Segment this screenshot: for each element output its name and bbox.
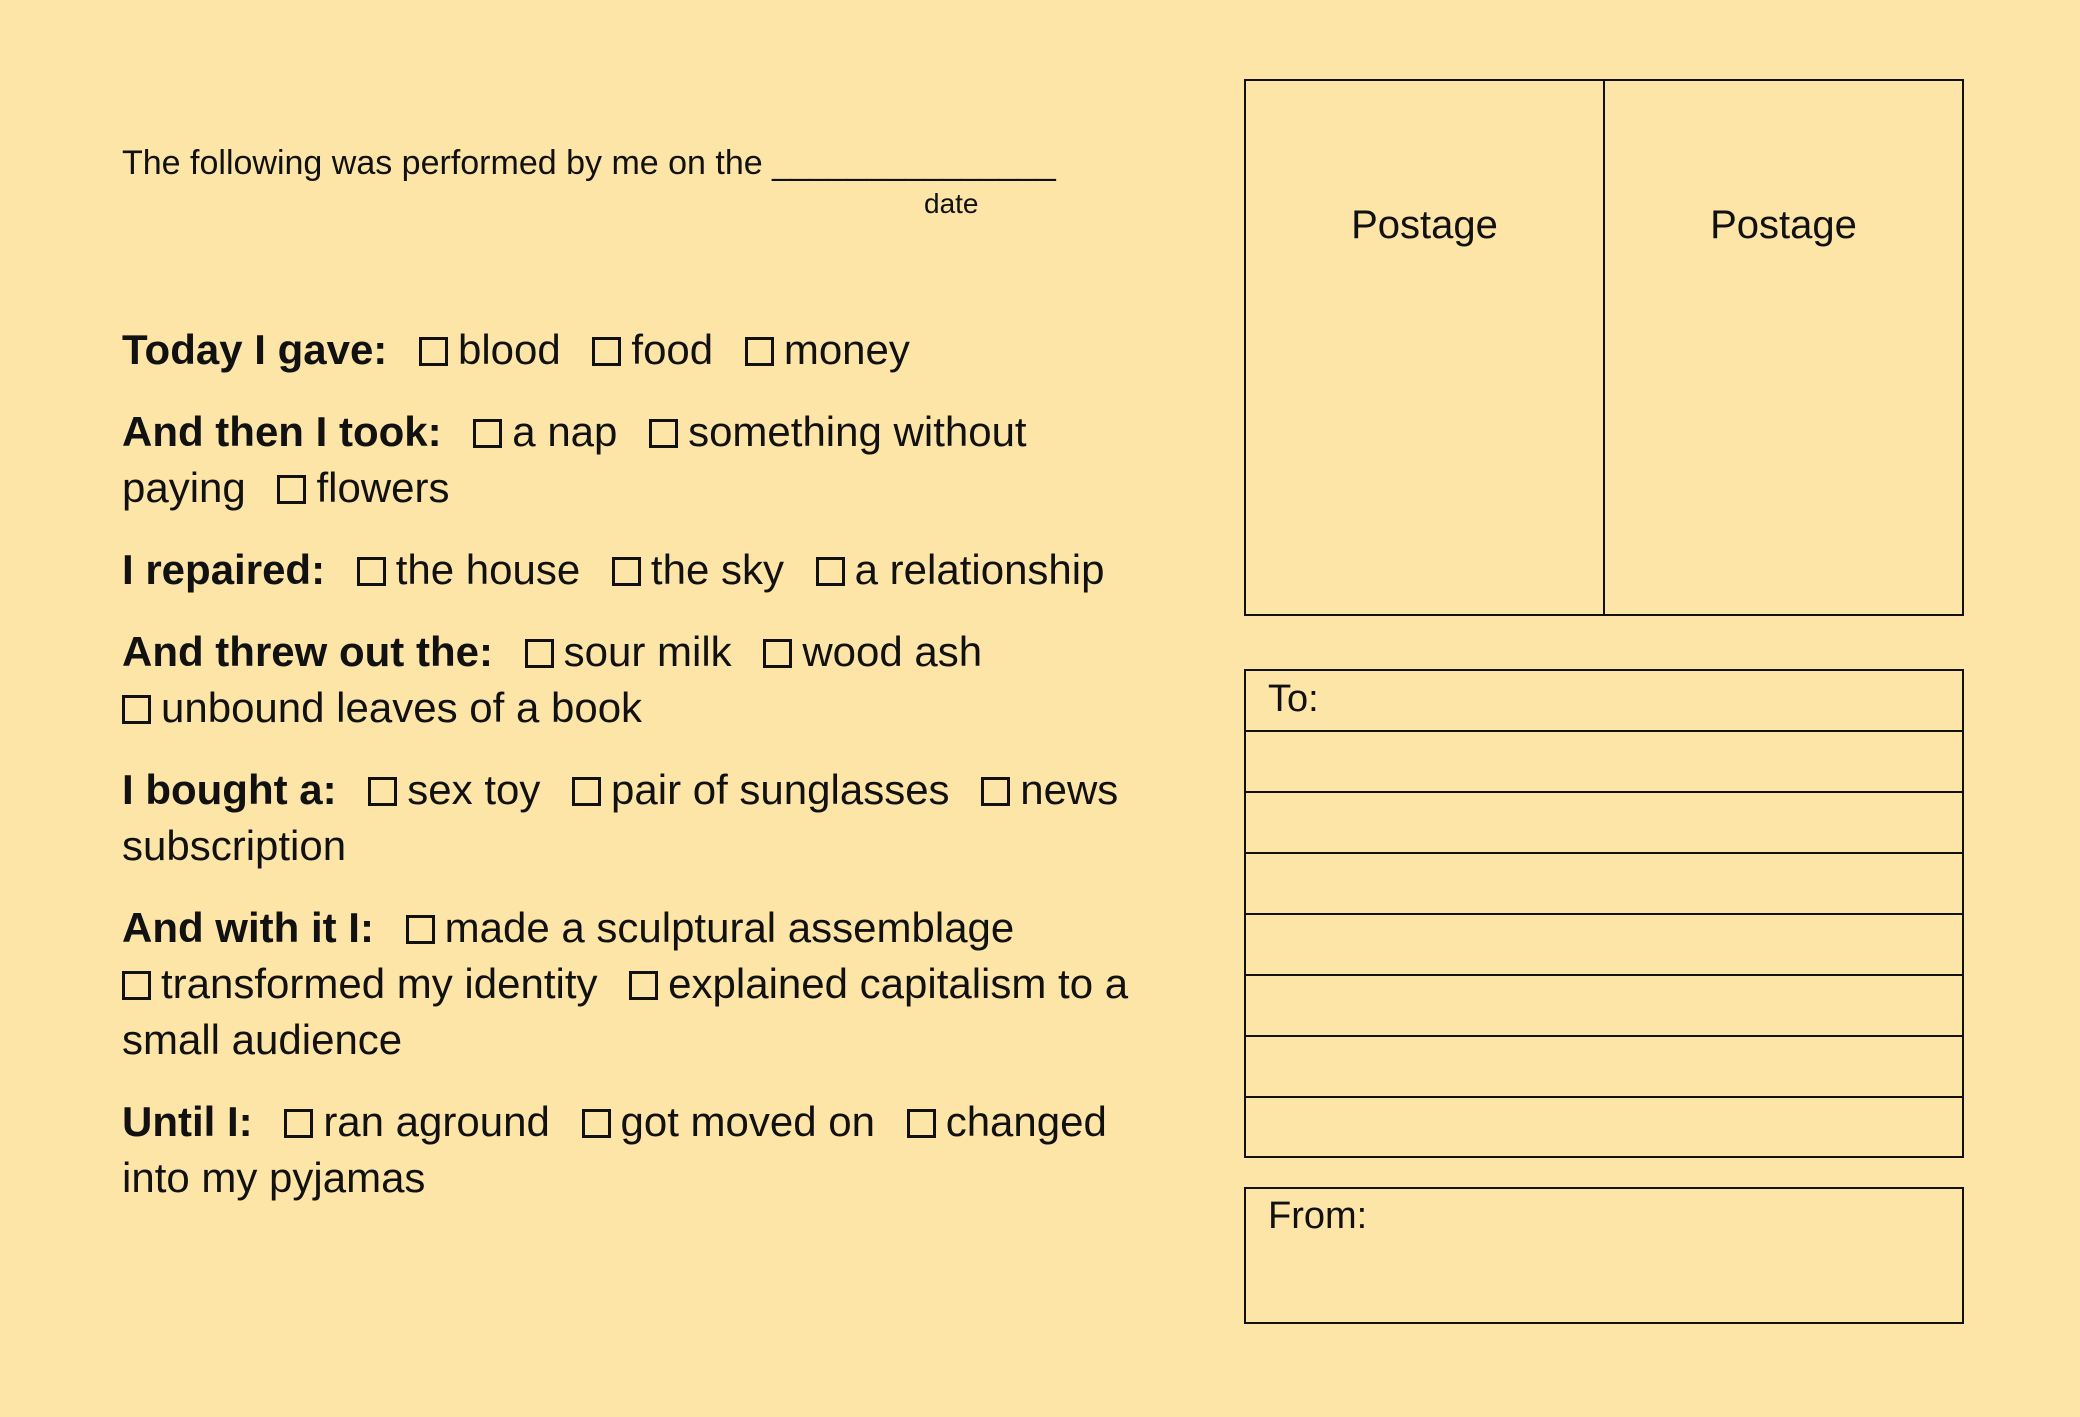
option-label: money xyxy=(783,326,910,373)
option-label: wood ash xyxy=(802,628,983,675)
checkbox[interactable] xyxy=(816,557,845,586)
checklist-item-took xyxy=(122,404,1142,516)
option-label: a nap xyxy=(512,408,618,455)
item-lead: Today I gave: xyxy=(122,326,388,373)
item-lead: And threw out the: xyxy=(122,628,493,675)
checkbox[interactable] xyxy=(277,475,306,504)
checklist-item-threw-out xyxy=(122,624,1142,736)
to-address-line[interactable] xyxy=(1246,1098,1962,1159)
checkbox[interactable] xyxy=(582,1109,611,1138)
checkbox[interactable] xyxy=(525,639,554,668)
to-address-line[interactable] xyxy=(1246,1037,1962,1098)
option-label: news subscription xyxy=(122,766,1119,869)
option-label: something without paying xyxy=(122,408,1027,511)
from-address-box[interactable] xyxy=(1244,1187,1964,1324)
checkbox[interactable] xyxy=(419,337,448,366)
option-label: food xyxy=(631,326,714,373)
checkbox[interactable] xyxy=(473,419,502,448)
checklist-item-gave xyxy=(122,322,1142,378)
to-address-box xyxy=(1244,669,1964,1158)
option-label: blood xyxy=(457,326,561,373)
checklist-item-until xyxy=(122,1094,1142,1206)
checkbox[interactable] xyxy=(629,971,658,1000)
checkbox[interactable] xyxy=(122,695,151,724)
to-address-line[interactable] xyxy=(1246,976,1962,1037)
date-caption: date xyxy=(924,188,979,219)
checklist-items xyxy=(122,322,1142,1232)
option-label: sour milk xyxy=(563,628,732,675)
checkbox[interactable] xyxy=(368,777,397,806)
checklist-item-repaired xyxy=(122,542,1142,598)
checklist-item-with-it xyxy=(122,900,1142,1068)
intro-line: The following was performed by me on the _______________ xyxy=(122,144,1056,182)
item-lead: I bought a: xyxy=(122,766,337,813)
to-address-line[interactable] xyxy=(1246,793,1962,854)
option-label: the house xyxy=(395,546,581,593)
postage-box xyxy=(1244,79,1964,616)
checkbox[interactable] xyxy=(572,777,601,806)
checkbox[interactable] xyxy=(763,639,792,668)
option-label: sex toy xyxy=(407,766,541,813)
postage-stamp-left xyxy=(1246,81,1603,614)
to-address-line[interactable] xyxy=(1246,854,1962,915)
option-label: changed into my pyjamas xyxy=(122,1098,1107,1201)
option-label: explained capitalism to a small audience xyxy=(122,960,1129,1063)
option-label: made a sculptural assemblage xyxy=(444,904,1015,951)
postage-stamp-right xyxy=(1603,81,1962,614)
checklist-item-bought xyxy=(122,762,1142,874)
checkbox[interactable] xyxy=(284,1109,313,1138)
to-address-line[interactable] xyxy=(1246,671,1962,732)
checkbox[interactable] xyxy=(981,777,1010,806)
from-label: From: xyxy=(1268,1195,1368,1237)
option-label: flowers xyxy=(316,464,450,511)
checkbox[interactable] xyxy=(357,557,386,586)
option-label: ran aground xyxy=(323,1098,550,1145)
checkbox[interactable] xyxy=(745,337,774,366)
to-address-line[interactable] xyxy=(1246,732,1962,793)
item-lead: Until I: xyxy=(122,1098,253,1145)
checkbox[interactable] xyxy=(649,419,678,448)
checklist-panel xyxy=(122,136,1142,1201)
checkbox[interactable] xyxy=(122,971,151,1000)
checkbox[interactable] xyxy=(612,557,641,586)
item-lead: And then I took: xyxy=(122,408,442,455)
item-lead: I repaired: xyxy=(122,546,326,593)
checkbox[interactable] xyxy=(406,915,435,944)
postage-label: Postage xyxy=(1710,203,1857,247)
postage-label: Postage xyxy=(1351,203,1498,247)
checkbox[interactable] xyxy=(592,337,621,366)
option-label: transformed my identity xyxy=(161,960,598,1007)
option-label: unbound leaves of a book xyxy=(161,684,643,731)
option-label: got moved on xyxy=(620,1098,876,1145)
item-lead: And with it I: xyxy=(122,904,374,951)
option-label: the sky xyxy=(650,546,784,593)
option-label: pair of sunglasses xyxy=(611,766,950,813)
to-label: To: xyxy=(1268,678,1319,720)
option-label: a relationship xyxy=(854,546,1105,593)
to-address-line[interactable] xyxy=(1246,915,1962,976)
checkbox[interactable] xyxy=(907,1109,936,1138)
